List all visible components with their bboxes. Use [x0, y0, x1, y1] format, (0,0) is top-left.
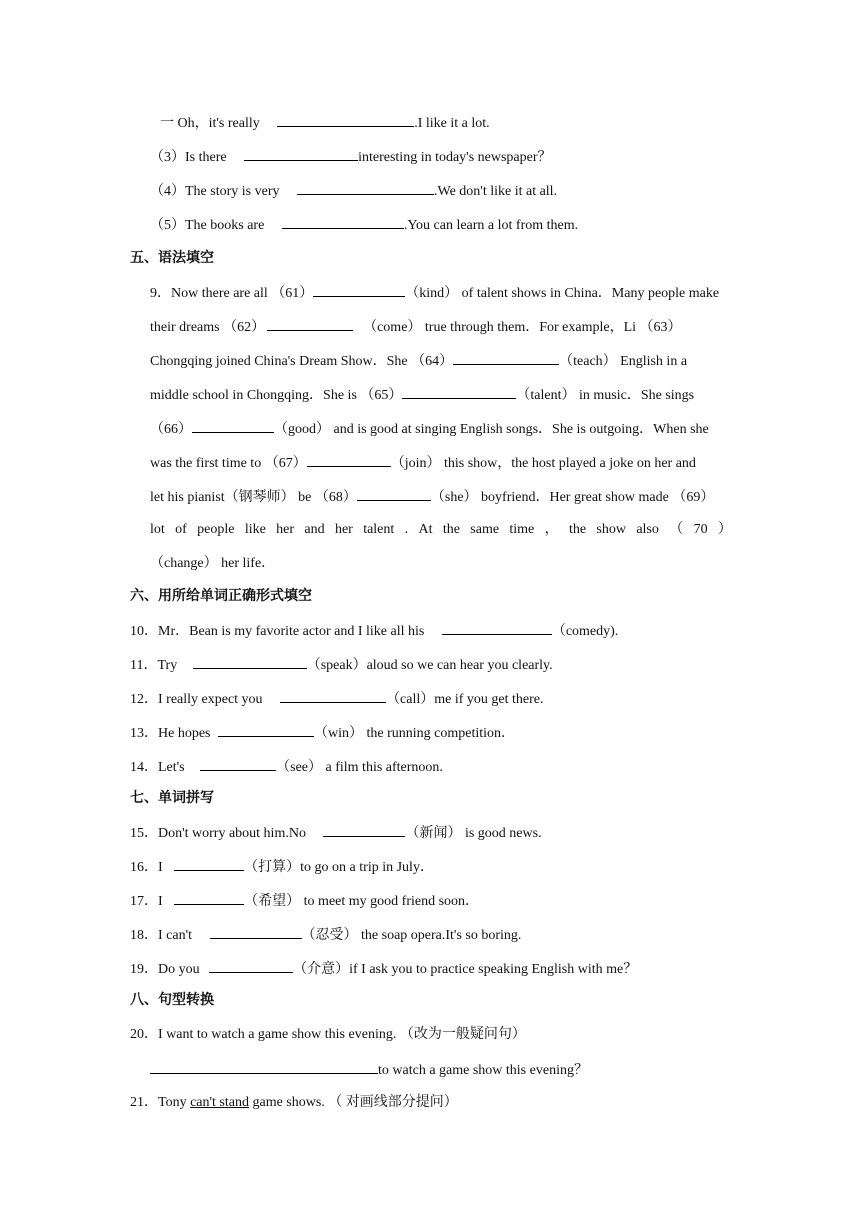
- question-10: [130, 621, 618, 641]
- q9-row-4: [150, 385, 732, 405]
- question-text: （新闻） is good news.: [405, 826, 542, 841]
- q9-word: her: [276, 522, 295, 537]
- question-text: （speak）aloud so we can hear you clearly.: [306, 658, 553, 673]
- q9-word: show: [596, 522, 626, 537]
- q9-word: like: [244, 522, 266, 537]
- q9-word: same: [470, 522, 500, 537]
- question-14: [130, 757, 443, 777]
- q9-word: the: [568, 522, 587, 537]
- answer-blank[interactable]: [277, 113, 414, 127]
- question-text: 19．Do you: [130, 962, 200, 977]
- question-17: [130, 891, 479, 911]
- line-text: .We don't like it at all.: [433, 184, 558, 199]
- question-text: 11．Try: [130, 658, 178, 673]
- question-21: [130, 1094, 458, 1112]
- answer-blank-61[interactable]: [313, 283, 405, 297]
- answer-blank[interactable]: [218, 723, 314, 737]
- section-heading-spelling: 七、单词拼写: [130, 790, 214, 806]
- question-text: 17．I: [130, 894, 163, 909]
- answer-blank[interactable]: [244, 147, 358, 161]
- q9-word: ，: [544, 522, 559, 537]
- line-text: （3）Is there: [150, 150, 227, 165]
- q9-word: lot: [150, 522, 165, 537]
- q9-word: ）: [717, 522, 732, 537]
- question-text: （see） a film this afternoon.: [276, 760, 443, 775]
- question-text: （忍受） the soap opera.It's so boring.: [301, 928, 522, 943]
- answer-blank-62[interactable]: [267, 317, 353, 331]
- q9-text: （good） and is good at singing English songs．She is outgoing．When she: [274, 422, 709, 437]
- question-text: （comedy).: [551, 624, 619, 639]
- answer-blank-66[interactable]: [192, 419, 274, 433]
- answer-blank[interactable]: [209, 959, 293, 973]
- q9-word: her: [334, 522, 353, 537]
- answer-line-4: [150, 181, 557, 201]
- question-text: （win） the running competition．: [314, 726, 516, 741]
- q9-word: At: [418, 522, 433, 537]
- q9-text: （66）: [150, 422, 192, 437]
- q9-word: 70: [693, 522, 708, 537]
- question-text: 18．I can't: [130, 928, 193, 943]
- q9-text: （come） true through them．For example，Li （63）: [363, 320, 682, 335]
- question-16: [130, 857, 434, 877]
- answer-blank[interactable]: [297, 181, 434, 195]
- answer-blank-68[interactable]: [357, 487, 431, 501]
- q9-word: （: [669, 522, 684, 537]
- q9-word: and: [304, 522, 325, 537]
- question-text: （call）me if you get there.: [386, 692, 544, 707]
- q9-text: let his pianist（钢琴师） be （68）: [150, 490, 357, 505]
- answer-blank[interactable]: [174, 857, 244, 871]
- question-text: 13．He hopes: [130, 726, 211, 741]
- q9-word: talent: [363, 522, 395, 537]
- q9-row-9: （change） her life．: [150, 556, 276, 571]
- answer-blank-67[interactable]: [307, 453, 391, 467]
- question-text: 21．Tony: [130, 1095, 191, 1110]
- answer-blank[interactable]: [200, 757, 276, 771]
- section-heading-word-forms: 六、用所给单词正确形式填空: [130, 588, 312, 604]
- line-text: .I like it a lot.: [414, 116, 490, 131]
- answer-blank[interactable]: [442, 621, 552, 635]
- q9-text: 9．Now there are all （61）: [150, 286, 314, 301]
- line-text: （5）The books are: [150, 218, 265, 233]
- q9-word: time: [509, 522, 535, 537]
- q9-text: （teach） English in a: [559, 354, 688, 369]
- q9-row-2: [150, 317, 732, 337]
- section-heading-grammar: 五、语法填空: [130, 250, 214, 266]
- q9-text: middle school in Chongqing．She is （65）: [150, 388, 403, 403]
- question-text: 15．Don't worry about him.No: [130, 826, 306, 841]
- answer-blank-64[interactable]: [453, 351, 559, 365]
- q9-row-6: [150, 453, 732, 473]
- question-text: to watch a game show this evening？: [378, 1063, 588, 1078]
- question-text: game shows. （ 对画线部分提问）: [248, 1095, 458, 1110]
- answer-blank[interactable]: [150, 1060, 378, 1074]
- line-text: interesting in today's newspaper？: [358, 150, 552, 165]
- answer-blank[interactable]: [193, 655, 307, 669]
- answer-line-1: [160, 113, 490, 133]
- q9-text: was the first time to （67）: [150, 456, 307, 471]
- question-text: （介意）if I ask you to practice speaking English with me？: [293, 962, 638, 977]
- question-11: [130, 655, 553, 675]
- line-text: .You can learn a lot from them.: [403, 218, 579, 233]
- q9-word: also: [636, 522, 659, 537]
- q9-word: of: [175, 522, 187, 537]
- question-18: [130, 925, 521, 945]
- q9-text: Chongqing joined China's Dream Show．She （64）: [150, 354, 454, 369]
- q9-word: the: [442, 522, 460, 537]
- q9-row-5: [150, 419, 732, 439]
- q9-text: （join） this show，the host played a joke on her and: [390, 456, 696, 471]
- question-text: 12．I really expect you: [130, 692, 263, 707]
- q9-row-7: [150, 487, 732, 507]
- section-heading-transform: 八、句型转换: [130, 992, 214, 1008]
- underlined-phrase: can't stand: [190, 1095, 249, 1110]
- question-text: （希望） to meet my good friend soon．: [244, 894, 480, 909]
- answer-blank[interactable]: [174, 891, 244, 905]
- q9-word: people: [197, 522, 235, 537]
- q9-row-3: [150, 351, 732, 371]
- question-15: [130, 823, 542, 843]
- line-text: （4）The story is very: [150, 184, 280, 199]
- q9-row-8: [150, 521, 732, 539]
- answer-blank[interactable]: [323, 823, 405, 837]
- question-19: [130, 959, 637, 979]
- question-13: [130, 723, 515, 743]
- answer-line-3: [150, 147, 552, 167]
- answer-blank[interactable]: [280, 689, 386, 703]
- q9-word: .: [404, 522, 409, 537]
- q9-text: （she） boyfriend．Her great show made （69）: [430, 490, 715, 505]
- question-text: 10．Mr．Bean is my favorite actor and I like all his: [130, 624, 425, 639]
- answer-blank[interactable]: [210, 925, 302, 939]
- answer-line-5: [150, 215, 578, 235]
- q9-text: （kind） of talent shows in China．Many people make: [405, 286, 720, 301]
- line-text: 一 Oh，it's really: [160, 116, 260, 131]
- answer-blank[interactable]: [282, 215, 404, 229]
- question-20: 20．I want to watch a game show this evening. （改为一般疑问句）: [130, 1027, 526, 1042]
- answer-blank-65[interactable]: [402, 385, 516, 399]
- question-20-answer-line: [150, 1060, 588, 1080]
- question-text: （打算）to go on a trip in July．: [244, 860, 434, 875]
- q9-text: their dreams （62）: [150, 320, 266, 335]
- question-12: [130, 689, 544, 709]
- q9-row-1: [150, 283, 732, 303]
- question-text: 16．I: [130, 860, 163, 875]
- question-text: 14．Let's: [130, 760, 185, 775]
- q9-text: （talent） in music．She sings: [516, 388, 695, 403]
